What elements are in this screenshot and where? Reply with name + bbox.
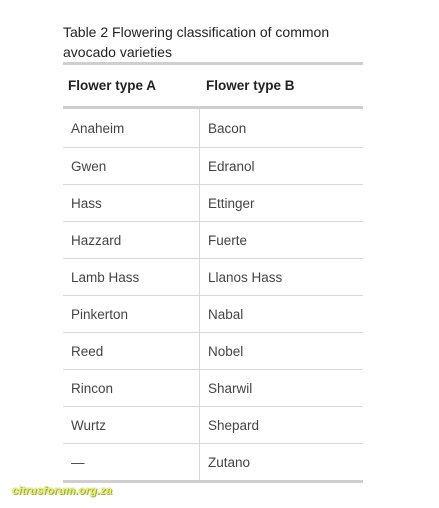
cell-flower-type-b: Edranol bbox=[208, 158, 255, 174]
table-row bbox=[63, 296, 363, 333]
table-body bbox=[63, 109, 363, 483]
avocado-flowering-table bbox=[63, 62, 363, 483]
cell-flower-type-b: Nabal bbox=[208, 306, 244, 322]
table-row bbox=[63, 370, 363, 407]
cell-flower-type-a: Reed bbox=[63, 333, 200, 369]
cell-flower-type-a: Gwen bbox=[63, 148, 200, 184]
cell-flower-type-b: Shepard bbox=[208, 417, 260, 433]
column-header-flower-type-a: Flower type A bbox=[68, 78, 157, 93]
table-row bbox=[63, 185, 363, 222]
cell-flower-type-a: Hazzard bbox=[63, 222, 200, 258]
table-row bbox=[63, 333, 363, 370]
table-row bbox=[63, 407, 363, 444]
column-header-flower-type-b: Flower type B bbox=[206, 78, 295, 93]
table-row bbox=[63, 259, 363, 296]
cell-flower-type-a: — bbox=[63, 444, 200, 480]
cell-flower-type-b: Ettinger bbox=[208, 195, 255, 211]
table-row bbox=[63, 109, 363, 148]
table-header-row bbox=[63, 65, 363, 109]
cell-flower-type-b: Bacon bbox=[208, 120, 247, 136]
cell-flower-type-b: Zutano bbox=[208, 454, 251, 470]
cell-flower-type-a: Anaheim bbox=[63, 109, 200, 147]
cell-flower-type-a: Lamb Hass bbox=[63, 259, 200, 295]
cell-flower-type-a: Hass bbox=[63, 185, 200, 221]
cell-flower-type-a: Rincon bbox=[63, 370, 200, 406]
cell-flower-type-b: Llanos Hass bbox=[208, 269, 283, 285]
cell-flower-type-b: Fuerte bbox=[208, 232, 248, 248]
cell-flower-type-b: Nobel bbox=[208, 343, 244, 359]
table-row bbox=[63, 222, 363, 259]
table-caption: Table 2 Flowering classification of common avocado varieties bbox=[63, 24, 330, 60]
table-row bbox=[63, 148, 363, 185]
table-row bbox=[63, 444, 363, 483]
cell-flower-type-a: Wurtz bbox=[63, 407, 200, 443]
cell-flower-type-a: Pinkerton bbox=[63, 296, 200, 332]
source-watermark: citrusforum.org.za bbox=[12, 485, 113, 497]
cell-flower-type-b: Sharwil bbox=[208, 380, 253, 396]
